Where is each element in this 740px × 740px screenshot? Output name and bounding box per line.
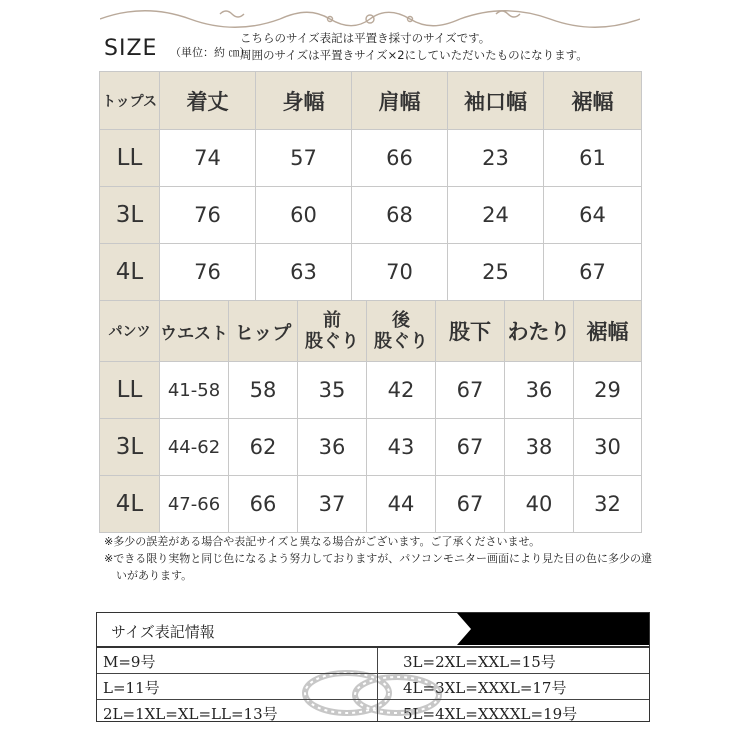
notation-right: 5L=4XL=XXXXL=19号 <box>403 705 578 723</box>
tops-category-label: トップス <box>100 72 160 130</box>
table-cell: 36 <box>298 419 367 476</box>
pants-col-hem-width: 裾幅 <box>574 301 642 362</box>
measurement-note: こちらのサイズ表記は平置き採寸のサイズです。 <box>240 31 491 45</box>
table-cell: 67 <box>436 362 505 419</box>
table-cell: 44-62 <box>160 419 229 476</box>
table-cell: 41-58 <box>160 362 229 419</box>
size-heading: SIZE <box>104 36 158 61</box>
unit-label: （単位：約 ㎝） <box>170 46 251 59</box>
table-cell: 32 <box>574 476 642 533</box>
header-line: 股ぐり <box>374 331 428 352</box>
size-label: 4L <box>100 244 160 301</box>
table-cell: 57 <box>256 130 352 187</box>
table-cell: 24 <box>448 187 544 244</box>
table-cell: 67 <box>544 244 642 301</box>
table-cell: 38 <box>505 419 574 476</box>
notation-left: 2L=1XL=XL=LL=13号 <box>103 705 278 723</box>
disclaimer-line: ※できる限り実物と同じ色になるよう努力しておりますが、パソコンモニター画面により見た目の色に多少の違 <box>104 552 652 565</box>
header-line: 股ぐり <box>305 331 359 352</box>
table-cell: 67 <box>436 476 505 533</box>
table-cell: 76 <box>160 244 256 301</box>
disclaimer-line: いがあります。 <box>116 569 193 582</box>
table-cell: 76 <box>160 187 256 244</box>
table-row <box>100 130 642 187</box>
size-label: 4L <box>100 476 160 533</box>
list-item <box>97 673 649 699</box>
table-row <box>100 244 642 301</box>
table-cell: 42 <box>367 362 436 419</box>
table-cell: 60 <box>256 187 352 244</box>
header-line: 前 <box>323 310 341 331</box>
list-item <box>97 646 649 673</box>
table-cell: 68 <box>352 187 448 244</box>
table-cell: 36 <box>505 362 574 419</box>
table-cell: 58 <box>229 362 298 419</box>
tops-col-shoulder-width: 肩幅 <box>352 72 448 130</box>
table-cell: 25 <box>448 244 544 301</box>
table-cell: 74 <box>160 130 256 187</box>
size-label: 3L <box>100 419 160 476</box>
header-line: 後 <box>392 310 410 331</box>
decorative-ornament-divider <box>100 6 640 32</box>
size-label: LL <box>100 362 160 419</box>
pants-col-front-rise <box>298 301 367 362</box>
notation-right: 4L=3XL=XXXL=17号 <box>403 679 567 697</box>
table-cell: 62 <box>229 419 298 476</box>
table-cell: 43 <box>367 419 436 476</box>
pants-category-label: パンツ <box>100 301 160 362</box>
table-row <box>100 419 642 476</box>
table-cell: 61 <box>544 130 642 187</box>
tops-size-table <box>99 71 642 301</box>
tops-header-row <box>100 72 642 130</box>
pants-col-thigh: わたり <box>505 301 574 362</box>
pants-size-table <box>99 300 642 533</box>
table-cell: 37 <box>298 476 367 533</box>
table-cell: 66 <box>352 130 448 187</box>
tops-col-cuff-width: 袖口幅 <box>448 72 544 130</box>
table-cell: 23 <box>448 130 544 187</box>
pants-col-waist: ウエスト <box>160 301 229 362</box>
table-cell: 70 <box>352 244 448 301</box>
table-row <box>100 187 642 244</box>
pants-col-hip: ヒップ <box>229 301 298 362</box>
table-cell: 40 <box>505 476 574 533</box>
table-cell: 35 <box>298 362 367 419</box>
table-row <box>100 476 642 533</box>
size-notation-box <box>96 612 650 722</box>
tops-col-body-width: 身幅 <box>256 72 352 130</box>
table-cell: 66 <box>229 476 298 533</box>
table-cell: 29 <box>574 362 642 419</box>
pants-col-back-rise <box>367 301 436 362</box>
tops-col-length: 着丈 <box>160 72 256 130</box>
table-row <box>100 362 642 419</box>
table-cell: 47-66 <box>160 476 229 533</box>
table-cell: 63 <box>256 244 352 301</box>
tops-col-hem-width: 裾幅 <box>544 72 642 130</box>
disclaimer-line: ※多少の誤差がある場合や表記サイズと異なる場合がございます。ご了承くださいませ。 <box>104 535 541 548</box>
disclaimer-notes <box>104 533 652 584</box>
table-cell: 30 <box>574 419 642 476</box>
size-label: 3L <box>100 187 160 244</box>
circumference-note: 周囲のサイズは平置きサイズ×2にしていただいたものになります。 <box>240 48 588 62</box>
size-notation-title: サイズ表記情報 <box>111 623 215 641</box>
size-notation-rows <box>97 646 649 725</box>
size-label: LL <box>100 130 160 187</box>
table-cell: 67 <box>436 419 505 476</box>
notation-left: M=9号 <box>103 653 156 671</box>
pants-header-row <box>100 301 642 362</box>
table-cell: 44 <box>367 476 436 533</box>
table-cell: 64 <box>544 187 642 244</box>
notation-right: 3L=2XL=XXL=15号 <box>403 653 556 671</box>
notation-left: L=11号 <box>103 679 160 697</box>
pants-col-inseam: 股下 <box>436 301 505 362</box>
list-item <box>97 699 649 725</box>
